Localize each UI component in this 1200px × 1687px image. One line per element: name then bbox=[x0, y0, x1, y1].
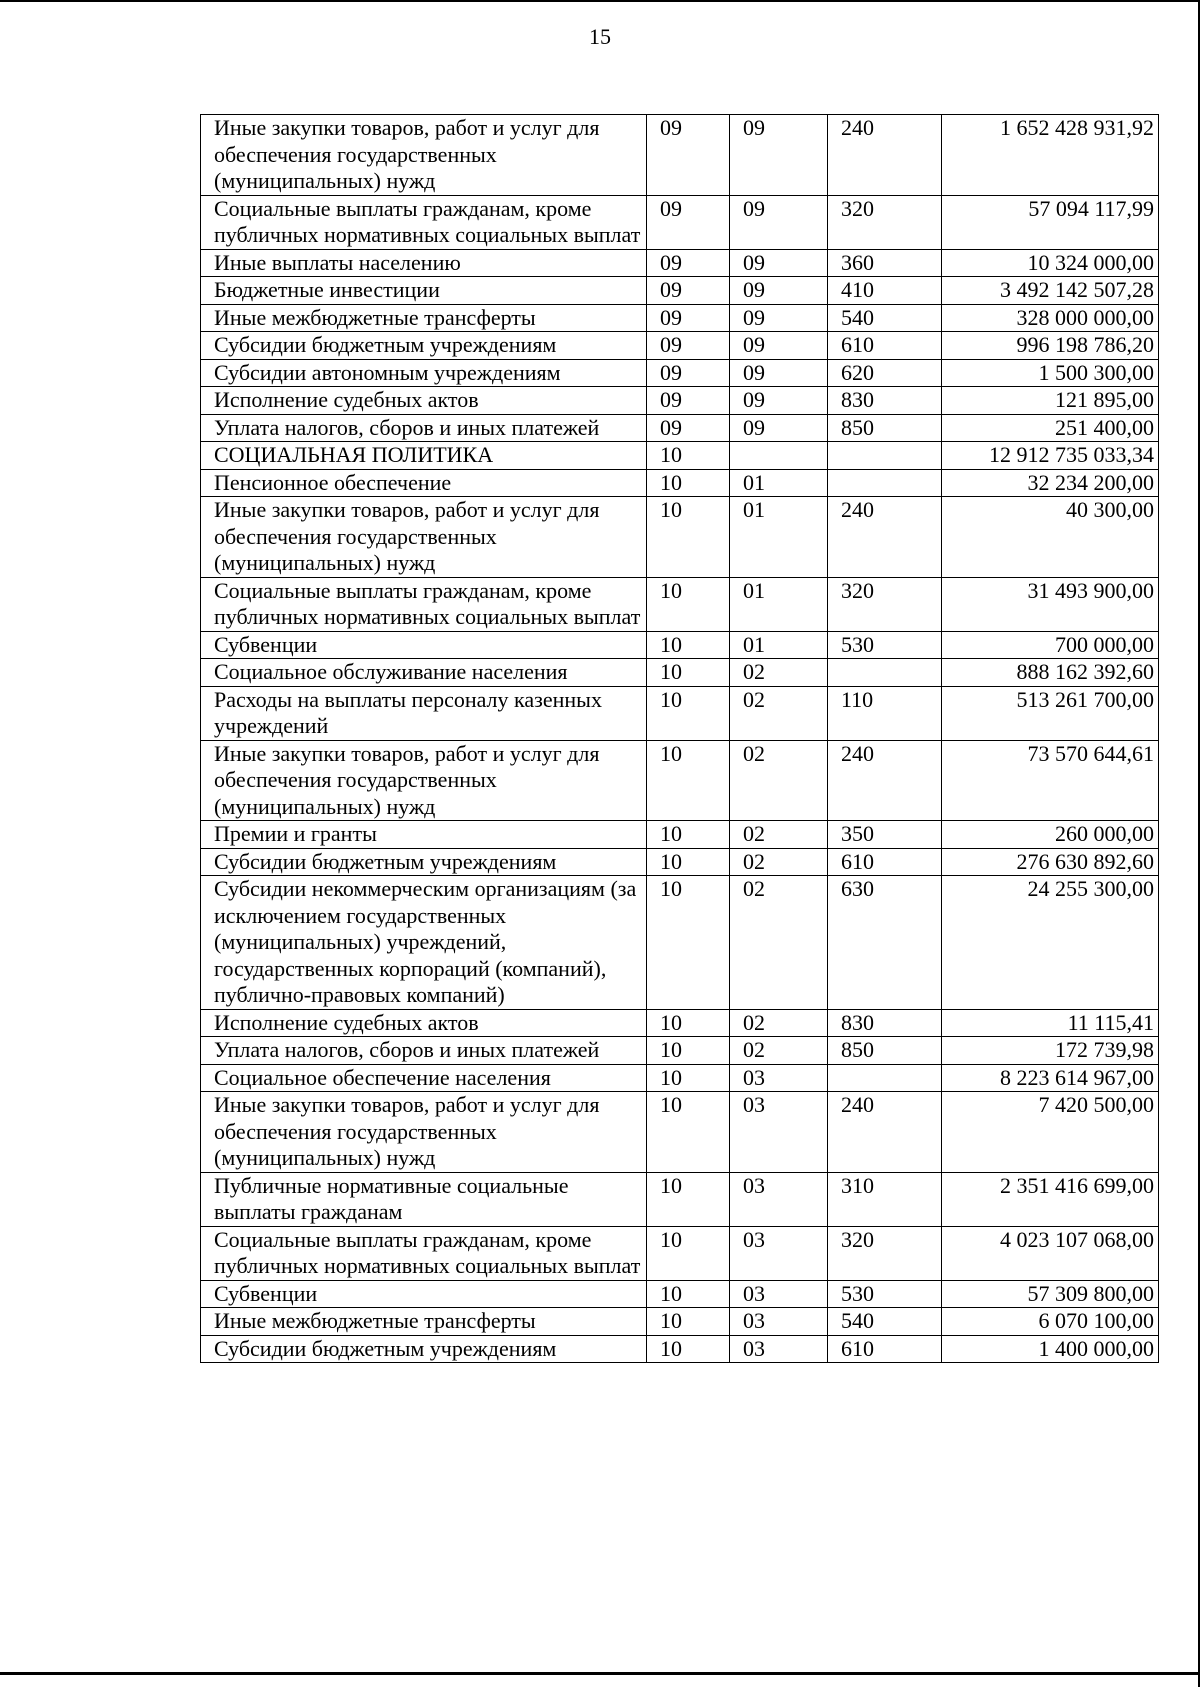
subsection-code-cell: 02 bbox=[730, 740, 828, 821]
expense-name-cell: Субсидии бюджетным учреждениям bbox=[201, 332, 647, 360]
expense-name-cell: Иные закупки товаров, работ и услуг для обеспечения государственных (муниципальных) нужд bbox=[201, 1092, 647, 1173]
amount-cell: 328 000 000,00 bbox=[942, 304, 1159, 332]
expense-name-cell: Иные межбюджетные трансферты bbox=[201, 304, 647, 332]
amount-cell: 4 023 107 068,00 bbox=[942, 1226, 1159, 1280]
subsection-code-cell: 09 bbox=[730, 332, 828, 360]
budget-table bbox=[200, 114, 1159, 1363]
amount-cell: 32 234 200,00 bbox=[942, 469, 1159, 497]
expense-name-cell: Социальные выплаты гражданам, кроме публичных нормативных социальных выплат bbox=[201, 1226, 647, 1280]
amount-cell: 8 223 614 967,00 bbox=[942, 1064, 1159, 1092]
expense-type-code-cell: 110 bbox=[828, 686, 942, 740]
expense-type-code-cell: 830 bbox=[828, 387, 942, 415]
expense-type-code-cell: 350 bbox=[828, 821, 942, 849]
table-row bbox=[201, 876, 1159, 1010]
subsection-code-cell: 01 bbox=[730, 469, 828, 497]
expense-name-cell: Бюджетные инвестиции bbox=[201, 277, 647, 305]
table-row bbox=[201, 848, 1159, 876]
expense-type-code-cell: 610 bbox=[828, 1335, 942, 1363]
section-code-cell: 10 bbox=[647, 1092, 730, 1173]
table-row bbox=[201, 469, 1159, 497]
section-code-cell: 09 bbox=[647, 195, 730, 249]
expense-type-code-cell: 540 bbox=[828, 304, 942, 332]
expense-type-code-cell: 360 bbox=[828, 249, 942, 277]
expense-name-cell: Уплата налогов, сборов и иных платежей bbox=[201, 1037, 647, 1065]
subsection-code-cell: 09 bbox=[730, 277, 828, 305]
section-code-cell: 10 bbox=[647, 631, 730, 659]
table-row bbox=[201, 1064, 1159, 1092]
amount-cell: 7 420 500,00 bbox=[942, 1092, 1159, 1173]
section-code-cell: 10 bbox=[647, 1172, 730, 1226]
expense-type-code-cell: 320 bbox=[828, 577, 942, 631]
table-row bbox=[201, 1092, 1159, 1173]
expense-type-code-cell: 830 bbox=[828, 1009, 942, 1037]
subsection-code-cell: 03 bbox=[730, 1308, 828, 1336]
expense-name-cell: Социальные выплаты гражданам, кроме публичных нормативных социальных выплат bbox=[201, 195, 647, 249]
table-row bbox=[201, 115, 1159, 196]
section-code-cell: 10 bbox=[647, 686, 730, 740]
table-row bbox=[201, 277, 1159, 305]
expense-name-cell: Публичные нормативные социальные выплаты гражданам bbox=[201, 1172, 647, 1226]
subsection-code-cell: 09 bbox=[730, 195, 828, 249]
table-row bbox=[201, 304, 1159, 332]
expense-name-cell: Исполнение судебных актов bbox=[201, 1009, 647, 1037]
amount-cell: 121 895,00 bbox=[942, 387, 1159, 415]
expense-name-cell: Субсидии автономным учреждениям bbox=[201, 359, 647, 387]
subsection-code-cell: 01 bbox=[730, 497, 828, 578]
expense-type-code-cell: 850 bbox=[828, 1037, 942, 1065]
expense-name-cell: Исполнение судебных актов bbox=[201, 387, 647, 415]
amount-cell: 513 261 700,00 bbox=[942, 686, 1159, 740]
table-row bbox=[201, 631, 1159, 659]
expense-name-cell: Субсидии бюджетным учреждениям bbox=[201, 848, 647, 876]
expense-name-cell: Социальное обеспечение населения bbox=[201, 1064, 647, 1092]
table-row bbox=[201, 1037, 1159, 1065]
amount-cell: 276 630 892,60 bbox=[942, 848, 1159, 876]
subsection-code-cell: 09 bbox=[730, 249, 828, 277]
table-row bbox=[201, 1172, 1159, 1226]
section-code-cell: 09 bbox=[647, 304, 730, 332]
expense-type-code-cell: 530 bbox=[828, 1280, 942, 1308]
expense-type-code-cell bbox=[828, 1064, 942, 1092]
section-code-cell: 10 bbox=[647, 577, 730, 631]
amount-cell: 10 324 000,00 bbox=[942, 249, 1159, 277]
subsection-code-cell: 02 bbox=[730, 821, 828, 849]
amount-cell: 3 492 142 507,28 bbox=[942, 277, 1159, 305]
page-border-top bbox=[0, 0, 1200, 2]
table-row bbox=[201, 659, 1159, 687]
subsection-code-cell: 01 bbox=[730, 577, 828, 631]
section-code-cell: 10 bbox=[647, 469, 730, 497]
section-code-cell: 10 bbox=[647, 659, 730, 687]
table-row bbox=[201, 359, 1159, 387]
expense-name-cell: Субвенции bbox=[201, 631, 647, 659]
subsection-code-cell: 03 bbox=[730, 1172, 828, 1226]
table-row bbox=[201, 442, 1159, 470]
amount-cell: 888 162 392,60 bbox=[942, 659, 1159, 687]
subsection-code-cell: 03 bbox=[730, 1092, 828, 1173]
amount-cell: 11 115,41 bbox=[942, 1009, 1159, 1037]
expense-name-cell: Социальное обслуживание населения bbox=[201, 659, 647, 687]
table-row bbox=[201, 1308, 1159, 1336]
expense-type-code-cell: 540 bbox=[828, 1308, 942, 1336]
subsection-code-cell: 02 bbox=[730, 686, 828, 740]
expense-type-code-cell: 530 bbox=[828, 631, 942, 659]
section-code-cell: 09 bbox=[647, 249, 730, 277]
expense-name-cell: Пенсионное обеспечение bbox=[201, 469, 647, 497]
table-row bbox=[201, 1009, 1159, 1037]
expense-type-code-cell: 310 bbox=[828, 1172, 942, 1226]
subsection-code-cell: 02 bbox=[730, 659, 828, 687]
expense-type-code-cell: 240 bbox=[828, 1092, 942, 1173]
section-code-cell: 10 bbox=[647, 1064, 730, 1092]
table-row bbox=[201, 686, 1159, 740]
subsection-code-cell bbox=[730, 442, 828, 470]
table-row bbox=[201, 1226, 1159, 1280]
amount-cell: 57 094 117,99 bbox=[942, 195, 1159, 249]
expense-name-cell: Уплата налогов, сборов и иных платежей bbox=[201, 414, 647, 442]
expense-name-cell: Премии и гранты bbox=[201, 821, 647, 849]
expense-type-code-cell: 240 bbox=[828, 115, 942, 196]
table-row bbox=[201, 1280, 1159, 1308]
subsection-code-cell: 03 bbox=[730, 1335, 828, 1363]
section-code-cell: 10 bbox=[647, 821, 730, 849]
section-code-cell: 09 bbox=[647, 332, 730, 360]
amount-cell: 1 400 000,00 bbox=[942, 1335, 1159, 1363]
table-row bbox=[201, 821, 1159, 849]
section-code-cell: 10 bbox=[647, 1308, 730, 1336]
amount-cell: 12 912 735 033,34 bbox=[942, 442, 1159, 470]
table-row bbox=[201, 577, 1159, 631]
expense-type-code-cell: 320 bbox=[828, 1226, 942, 1280]
expense-name-cell: Иные закупки товаров, работ и услуг для обеспечения государственных (муниципальных) нужд bbox=[201, 115, 647, 196]
section-code-cell: 09 bbox=[647, 277, 730, 305]
section-code-cell: 10 bbox=[647, 1037, 730, 1065]
expense-name-cell: Субвенции bbox=[201, 1280, 647, 1308]
amount-cell: 6 070 100,00 bbox=[942, 1308, 1159, 1336]
amount-cell: 24 255 300,00 bbox=[942, 876, 1159, 1010]
expense-type-code-cell: 630 bbox=[828, 876, 942, 1010]
subsection-code-cell: 03 bbox=[730, 1064, 828, 1092]
expense-name-cell: Иные выплаты населению bbox=[201, 249, 647, 277]
expense-name-cell: Иные закупки товаров, работ и услуг для обеспечения государственных (муниципальных) нужд bbox=[201, 497, 647, 578]
subsection-code-cell: 03 bbox=[730, 1280, 828, 1308]
expense-type-code-cell: 850 bbox=[828, 414, 942, 442]
subsection-code-cell: 09 bbox=[730, 115, 828, 196]
amount-cell: 1 500 300,00 bbox=[942, 359, 1159, 387]
expense-type-code-cell: 240 bbox=[828, 740, 942, 821]
subsection-code-cell: 09 bbox=[730, 304, 828, 332]
table-row bbox=[201, 195, 1159, 249]
amount-cell: 57 309 800,00 bbox=[942, 1280, 1159, 1308]
page-border-bottom bbox=[0, 1672, 1200, 1675]
expense-type-code-cell bbox=[828, 659, 942, 687]
subsection-code-cell: 02 bbox=[730, 848, 828, 876]
expense-type-code-cell: 610 bbox=[828, 848, 942, 876]
amount-cell: 700 000,00 bbox=[942, 631, 1159, 659]
subsection-code-cell: 09 bbox=[730, 414, 828, 442]
table-row bbox=[201, 497, 1159, 578]
amount-cell: 1 652 428 931,92 bbox=[942, 115, 1159, 196]
expense-name-cell: Субсидии бюджетным учреждениям bbox=[201, 1335, 647, 1363]
expense-name-cell: Субсидии некоммерческим организациям (за исключением государственных (муниципальных) учреждений, государственных корпораций (компаний), публично-правовых компаний) bbox=[201, 876, 647, 1010]
table-row bbox=[201, 332, 1159, 360]
amount-cell: 40 300,00 bbox=[942, 497, 1159, 578]
section-code-cell: 10 bbox=[647, 1009, 730, 1037]
expense-name-cell: Расходы на выплаты персоналу казенных учреждений bbox=[201, 686, 647, 740]
subsection-code-cell: 02 bbox=[730, 1037, 828, 1065]
amount-cell: 260 000,00 bbox=[942, 821, 1159, 849]
table-row bbox=[201, 740, 1159, 821]
budget-table-body bbox=[201, 115, 1159, 1363]
page-number: 15 bbox=[589, 24, 611, 49]
expense-type-code-cell bbox=[828, 469, 942, 497]
section-code-cell: 10 bbox=[647, 1226, 730, 1280]
expense-type-code-cell: 610 bbox=[828, 332, 942, 360]
subsection-code-cell: 09 bbox=[730, 359, 828, 387]
expense-type-code-cell: 320 bbox=[828, 195, 942, 249]
section-code-cell: 10 bbox=[647, 1280, 730, 1308]
subsection-code-cell: 02 bbox=[730, 1009, 828, 1037]
amount-cell: 172 739,98 bbox=[942, 1037, 1159, 1065]
subsection-code-cell: 01 bbox=[730, 631, 828, 659]
section-code-cell: 09 bbox=[647, 414, 730, 442]
table-row bbox=[201, 414, 1159, 442]
expense-name-cell: СОЦИАЛЬНАЯ ПОЛИТИКА bbox=[201, 442, 647, 470]
expense-type-code-cell: 620 bbox=[828, 359, 942, 387]
subsection-code-cell: 02 bbox=[730, 876, 828, 1010]
section-code-cell: 10 bbox=[647, 442, 730, 470]
expense-name-cell: Иные межбюджетные трансферты bbox=[201, 1308, 647, 1336]
subsection-code-cell: 03 bbox=[730, 1226, 828, 1280]
expense-type-code-cell: 410 bbox=[828, 277, 942, 305]
amount-cell: 2 351 416 699,00 bbox=[942, 1172, 1159, 1226]
expense-type-code-cell: 240 bbox=[828, 497, 942, 578]
section-code-cell: 10 bbox=[647, 740, 730, 821]
section-code-cell: 09 bbox=[647, 359, 730, 387]
expense-name-cell: Социальные выплаты гражданам, кроме публичных нормативных социальных выплат bbox=[201, 577, 647, 631]
section-code-cell: 10 bbox=[647, 848, 730, 876]
section-code-cell: 09 bbox=[647, 387, 730, 415]
table-row bbox=[201, 387, 1159, 415]
amount-cell: 73 570 644,61 bbox=[942, 740, 1159, 821]
table-row bbox=[201, 249, 1159, 277]
subsection-code-cell: 09 bbox=[730, 387, 828, 415]
expense-name-cell: Иные закупки товаров, работ и услуг для обеспечения государственных (муниципальных) нужд bbox=[201, 740, 647, 821]
amount-cell: 996 198 786,20 bbox=[942, 332, 1159, 360]
expense-type-code-cell bbox=[828, 442, 942, 470]
table-row bbox=[201, 1335, 1159, 1363]
section-code-cell: 10 bbox=[647, 1335, 730, 1363]
section-code-cell: 10 bbox=[647, 497, 730, 578]
section-code-cell: 10 bbox=[647, 876, 730, 1010]
section-code-cell: 09 bbox=[647, 115, 730, 196]
amount-cell: 31 493 900,00 bbox=[942, 577, 1159, 631]
amount-cell: 251 400,00 bbox=[942, 414, 1159, 442]
